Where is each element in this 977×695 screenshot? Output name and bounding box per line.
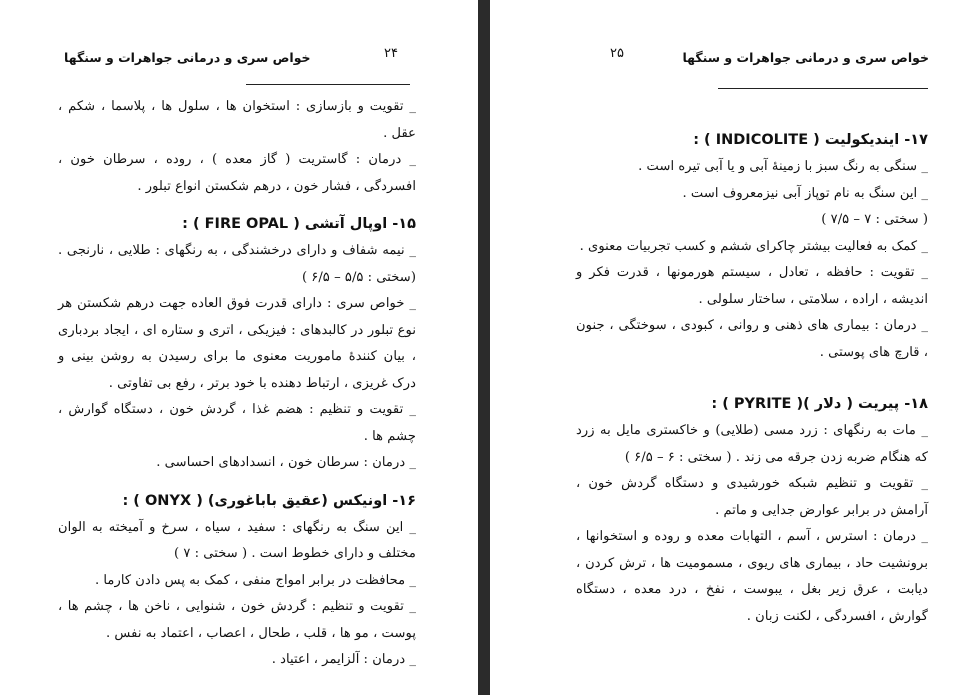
indicolite-line-5: _ تقویت : حافظه ، تعادل ، سیستم هورمونها ، قدرت فکر و اندیشه ، اراده ، سلامتی ، ساختار سلولی .	[576, 265, 928, 307]
right-page	[490, 0, 977, 695]
heading-fire-opal: ۱۵- اوپال آتشی ( FIRE OPAL ) :	[182, 216, 416, 232]
heading-pyrite: ۱۸- پیریت ( دلار )( PYRITE ) :	[711, 396, 928, 412]
left-line-2: _ درمان : گاستریت ( گاز معده ) ، روده ، سرطان خون ، افسردگی ، فشار خون ، درهم شکستن انواع تبلور .	[58, 152, 416, 194]
indicolite-line-6: _ درمان : بیماری های ذهنی و روانی ، کبودی ، سوختگی ، جنون ، قارچ های پوستی .	[576, 318, 928, 360]
fire-opal-line-3: _ تقویت و تنظیم : هضم غذا ، گردش خون ، دستگاه گوارش ، چشم ها .	[58, 402, 416, 444]
right-page-header	[490, 44, 977, 68]
pyrite-line-3: _ درمان : استرس ، آسم ، التهابات معده و روده و استخوانها ، برونشیت حاد ، بیماری های ریوی ، مسمومیت ها ، ترش کردن ، دیابت ، عرق زیر بغل ، یبوست ، نفخ ، درد معده ، دستگاه گوارش ، افسردگی ، لکنت زبان .	[576, 529, 928, 624]
fire-opal-line-1: _ نیمه شفاف و دارای درخشندگی ، به رنگهای : طلایی ، نارنجی . (سختی : ۵/۵ – ۶/۵ )	[58, 243, 416, 285]
indicolite-line-1: _ سنگی به رنگ سبز با زمینهٔ آبی و یا آبی تیره است .	[638, 159, 928, 174]
fire-opal-line-4: _ درمان : سرطان خون ، انسدادهای احساسی .	[156, 455, 416, 470]
onyx-line-1: _ این سنگ به رنگهای : سفید ، سیاه ، سرخ و آمیخته به الوان مختلف و دارای خطوط است . ( سختی : ۷ )	[58, 519, 416, 561]
right-header-rule	[718, 88, 928, 89]
left-page-content	[58, 94, 416, 674]
left-header-title: خواص سری و درمانی جواهرات و سنگها	[64, 50, 311, 65]
left-page	[0, 0, 478, 695]
heading-indicolite: ۱۷- ایندیکولیت ( INDICOLITE ) :	[693, 132, 928, 148]
heading-onyx: ۱۶- اونیکس (عقیق باباغوری) ( ONYX ) :	[122, 492, 416, 509]
pyrite-line-2: _ تقویت و تنظیم شبکه خورشیدی و دستگاه گردش خون ، آرامش در برابر عوارض جدایی و ماتم .	[576, 476, 928, 518]
left-line-1: _ تقویت و بازسازی : استخوان ها ، سلول ها ، پلاسما ، شکم ، عقل .	[58, 99, 416, 141]
indicolite-line-3: ( سختی : ۷ – ۷/۵ )	[821, 212, 928, 227]
fire-opal-line-2: _ خواص سری : دارای قدرت فوق العاده جهت درهم شکستن هر نوع تبلور در کالبدهای : فیزیکی ، اتری و ستاره ای ، ایجاد بردباری ، بیان کنندهٔ ماموریت معنوی ما برای رسیدن به روشن بینی و درک غریزی ، ارتباط دهنده با خود برتر ، رفع بی تفاوتی .	[58, 296, 416, 391]
onyx-line-3: _ تقویت و تنظیم : گردش خون ، شنوایی ، ناخن ها ، چشم ها ، پوست ، مو ها ، قلب ، طحال ، اعصاب ، اعتماد به نفس .	[58, 599, 416, 641]
section-gap	[576, 366, 928, 380]
onyx-line-2: _ محافظت در برابر امواج منفی ، کمک به پس دادن کارما .	[94, 572, 416, 588]
onyx-line-4: _ درمان : آلزایمر ، اعتیاد .	[271, 652, 416, 667]
left-page-header	[0, 44, 478, 68]
indicolite-line-4: _ کمک به فعالیت بیشتر چاکرای ششم و کسب تجربیات معنوی .	[579, 238, 928, 254]
indicolite-line-2: _ این سنگ به نام توپاز آبی نیزمعروف است .	[682, 185, 928, 201]
book-spine	[478, 0, 490, 695]
right-page-number: ۲۵	[610, 46, 624, 61]
left-header-rule	[246, 84, 410, 85]
pyrite-line-1: _ مات به رنگهای : زرد مسی (طلایی) و خاکستری مایل به زرد که هنگام ضربه زدن جرقه می زند . ( سختی : ۶ – ۶/۵ )	[576, 423, 928, 465]
right-header-title: خواص سری و درمانی جواهرات و سنگها	[682, 50, 929, 65]
right-page-content	[576, 116, 928, 630]
left-page-number: ۲۴	[384, 46, 398, 61]
